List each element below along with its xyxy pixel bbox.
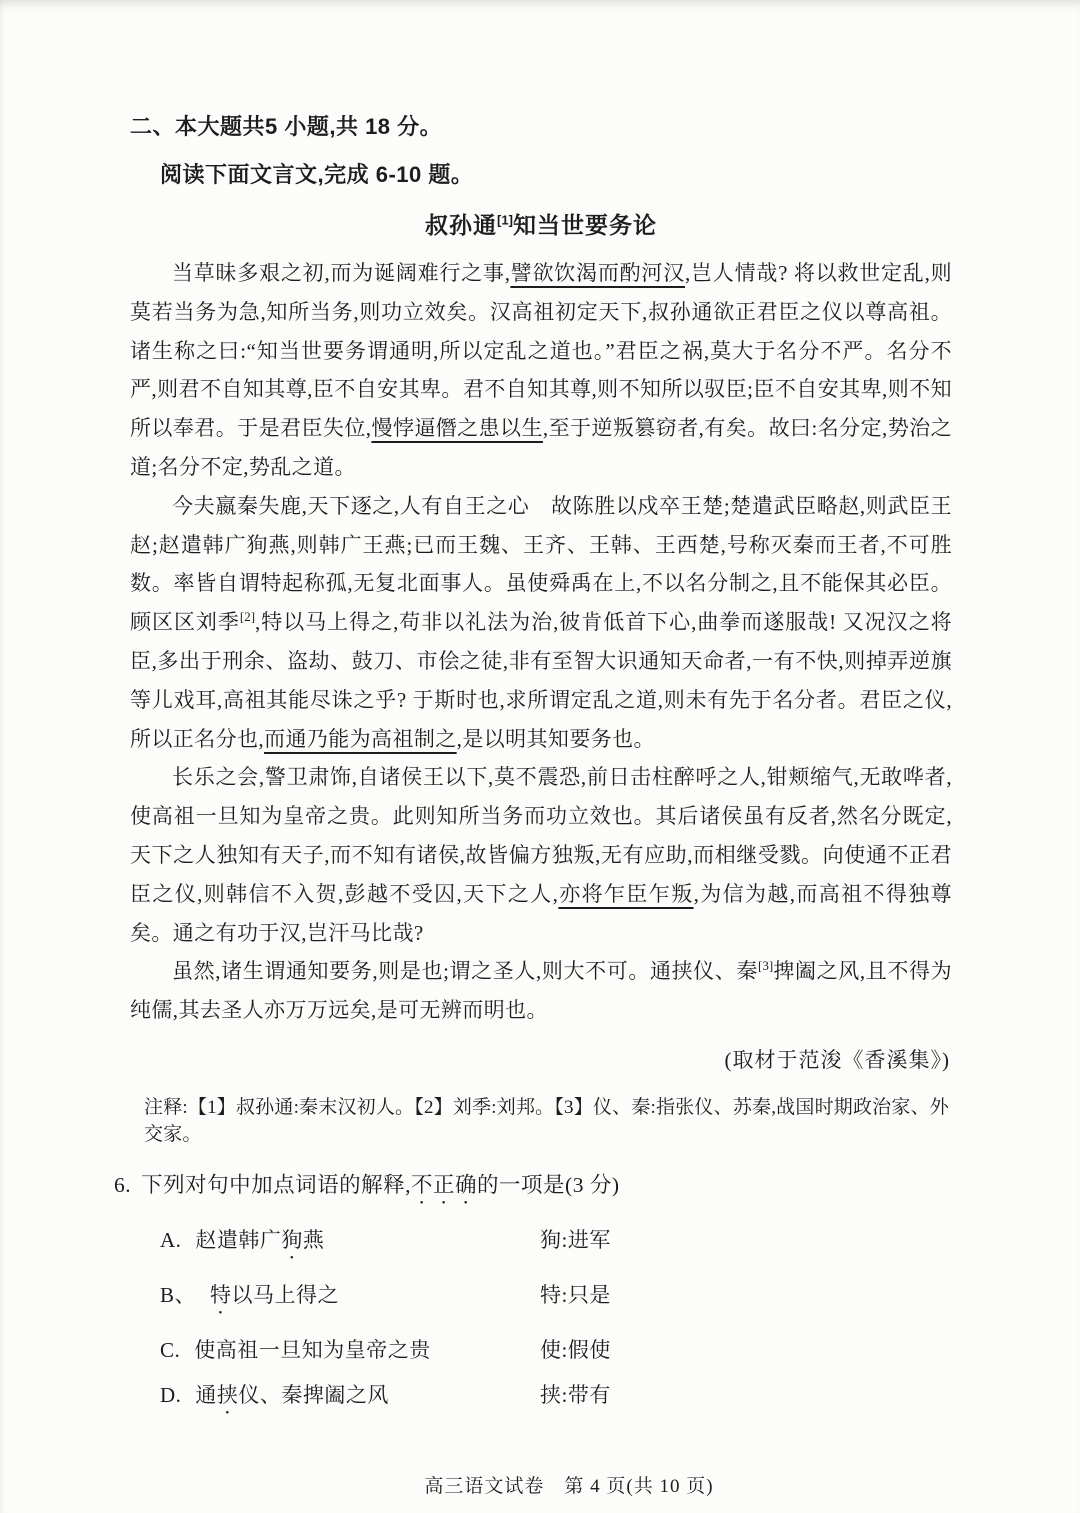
section-heading: 二、本大题共5 小题,共 18 分。 [130,114,443,139]
option-a-phrase [195,1228,324,1252]
option-c [160,1334,952,1364]
option-b-phrase [210,1283,339,1307]
text-segment: 知当世要务论 [512,212,657,238]
article-paragraph-3 [130,758,952,952]
option-a-gloss: 狥:进军 [540,1227,611,1252]
reading-instruction: 阅读下面文言文,完成 6-10 题。 [160,162,474,187]
text-segment: ,特以马上得之,苟非以礼法为治,彼肯低首下心,曲拳而遂服哉! 又况汉之将臣,多出于刑余、盗劫、鼓刀、市侩之徒,非有至智大识通知天命者,一有不快,则掉弄逆旗等儿戏耳,高祖其能尽诛之乎? 于斯时也,求所谓定乱之道,则未有先于名分者。君臣之仪,所以正名分也, [130,610,953,751]
question-stem [141,1173,619,1197]
text-segment: 叔孙通 [425,212,498,238]
option-a-label: A. [160,1227,182,1252]
footnote-ref: [2] [239,609,256,625]
article-paragraph-2 [130,487,952,759]
text-segment: 赵遣韩广 [195,1227,282,1252]
option-b-label: B、 [160,1282,197,1307]
text-segment: 今夫嬴秦失鹿,天下逐之,人有自王之心 故陈胜以戍卒王楚;楚遣武臣略赵,则武臣王赵;赵遣韩广狥燕,则韩广王燕;已而王魏、王齐、王韩、王西楚,号称灭秦而王者,不可胜数。率皆自谓特起称孤,无复北面事人。虽使舜禹在上,不以名分制之,且不能保其必臣。顾区区刘季 [130,493,952,635]
option-a [160,1224,952,1264]
text-segment: ,是以明其知要务也。 [456,726,655,751]
underlined-phrase: 而通乃能为高祖制之 [264,726,457,751]
emphasized-word: 挟 [216,1382,239,1407]
option-b-gloss: 特:只是 [540,1282,611,1307]
text-segment: 虽然,诸生谓通知要务,则是也;谓之圣人,则大不可。通挟仪、秦 [172,959,759,984]
article-paragraph-1 [130,254,952,487]
footnote-ref: [3] [758,958,774,974]
underlined-phrase: 慢悖逼僭之患以生 [371,416,543,441]
text-segment: ,岂人情哉? 将以救世定乱,则莫若当务为急,知所当务,则功立效矣。汉高祖初定天下,叔孙通欲正君臣之仪以尊高祖。诸生称之曰:“知当世要务谓通明,所以定乱之道也。”君臣之祸,莫大于名分不严。名分不严,则君不自知其尊,臣不自安其卑。君不自知其尊,则不知所以驭臣;臣不自安其卑,则不知所以奉君。于是君臣失位, [130,261,952,441]
page-footer: 高三语文试卷 第 4 页(共 10 页) [424,1475,714,1497]
underlined-phrase: 譬欲饮渴而酌河汉 [510,261,685,285]
text-segment: 燕 [302,1227,325,1252]
text-segment: ,至于逆叛篡窃者,有矣。故曰:名分定,势治之道;名分不定,势乱之道。 [130,416,952,479]
source-attribution: (取材于范浚《香溪集》) [724,1047,950,1072]
question-6 [114,1168,952,1209]
emphasized-word: 特 [210,1282,232,1307]
option-c-phrase [194,1338,431,1362]
text-segment: 当草昧多艰之初,而为诞阔难行之事, [172,261,511,285]
text-segment: 长乐之会,警卫肃饰,自诸侯王以下,莫不震恐,前日击柱醉呼之人,钳颊缩气,无敢哗者,使高祖一旦知为皇帝之贵。此则知所当务而功立效也。其后诸侯虽有反者,然名分既定,天下之人独知有天子,而不知有诸侯,故皆偏方独叛,无有应助,而相继受戮。向使通不正君臣之仪,则韩信不入贺,彭越不受囚,天下之人, [130,765,952,906]
text-segment: 仪、秦捭阖之风 [238,1382,389,1407]
option-c-label: C. [160,1337,181,1362]
text-segment: 使高祖一旦知为皇帝之贵 [194,1337,431,1362]
text-segment: 捭阖之风,且不得为纯儒,其去圣人亦万万远矣,是可无辨而明也。 [130,959,952,1023]
option-c-gloss: 使:假使 [540,1337,611,1362]
text-segment: ,为信为越,而高祖不得独尊矣。通之有功于汉,岂汗马比哉? [130,881,953,945]
article-title [130,207,952,240]
option-d-gloss: 挟:带有 [540,1382,611,1407]
option-d-label: D. [160,1382,182,1407]
option-d [160,1379,952,1419]
footnotes: 注释:【1】叔孙通:秦末汉初人。【2】刘季:刘邦。【3】仪、秦:指张仪、苏秦,战国时期政治家、外交家。 [144,1096,949,1145]
text-segment: 通 [195,1382,217,1407]
text-segment: 以马上得之 [231,1282,340,1307]
text-segment: 下列对句中加点词语的解释, [141,1172,412,1197]
option-d-phrase [195,1383,389,1407]
emphasized-word: 不正确 [411,1172,478,1197]
emphasized-word: 狥 [281,1227,303,1252]
footnote-ref: [1] [497,212,513,228]
underlined-phrase: 亦将乍臣乍叛 [558,881,694,906]
question-number: 6. [114,1172,132,1197]
option-b [160,1279,952,1319]
article-paragraph-4 [130,952,952,1030]
text-segment: 的一项是(3 分) [477,1172,620,1197]
